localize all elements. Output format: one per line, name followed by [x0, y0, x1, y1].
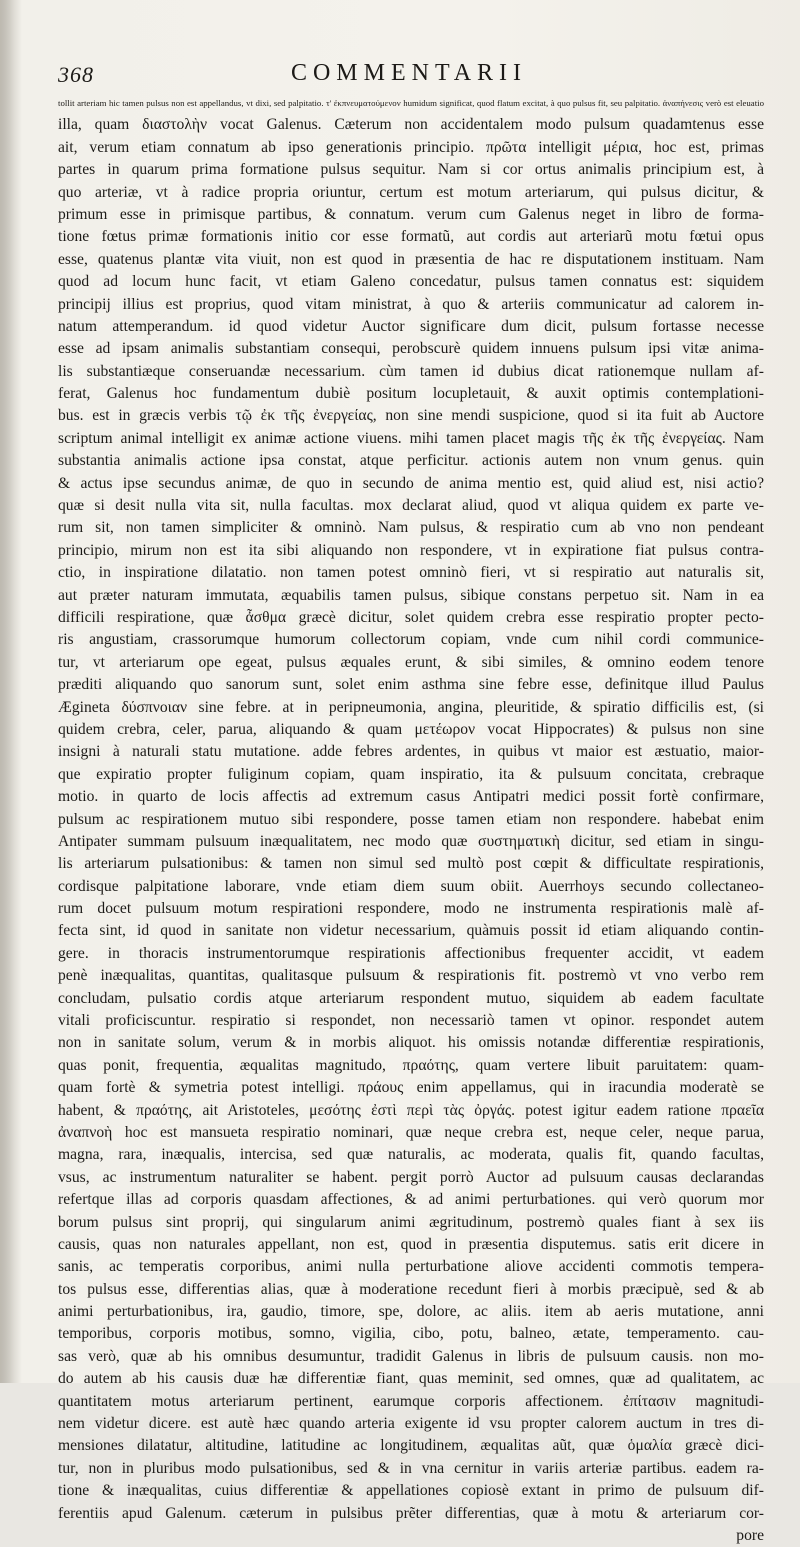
text-line: non in sanitate solum, verum & in morbis aliquot. his omissis notandæ differentiæ respirationis, [58, 1034, 764, 1052]
text-line: quas ponit, frequentia, æqualitas magnitudo, πραότης, quam vertere libuit paruitatem: quam- [58, 1056, 764, 1074]
text-line: que expiratio propter fuliginum copiam, quam inspiratio, ita & pulsuum concitata, crebraque [58, 765, 764, 783]
text-line: sanis, ac temperatis corporibus, animi nulla perturbatione aliove accidenti commotis tempera- [58, 1258, 764, 1276]
text-line: rum docet pulsuum motum respirationi respondere, modo ne instrumenta respirationis malè af- [58, 900, 764, 918]
text-line: tur, non in pluribus modo pulsationibus, sed & in vna cernitur in variis arteriæ partibus. eadem ra- [58, 1459, 764, 1477]
text-line: magna, rara, inæqualis, intercisa, sed quæ naturalis, ac moderata, qualis fit, quando facultas, [58, 1146, 764, 1164]
text-line: borum pulsus sint proprij, qui singularum animi ægritudinum, postremò quales fiant à sex iis [58, 1213, 764, 1231]
text-line: natum attemperandum. id quod videtur Auctor significare dum dicit, pulsum fortasse necesse [58, 317, 764, 335]
text-line: esse, quatenus plantæ vita viuit, non est quod in præsentia de hac re disputationem instituam. Nam [58, 250, 764, 268]
text-line: substantia animalis actione ipsa constat, atque perficitur. actionis autem non vnum genus. quin [58, 452, 764, 470]
text-line: refertque illas ad corporis quasdam affectiones, & ad animi perturbationes. qui verò quorum mor [58, 1191, 764, 1209]
text-line: fecta sint, id quod in sanitate non videtur necessarium, quàmuis possit id etiam aliquando contin- [58, 922, 764, 940]
text-line: tollit arteriam hic tamen pulsus non est appellandus, vt dixi, sed palpitatio. τ' ἐκπνευματούμενον humidum significat, quod flatum excitat, à quo pulsus fit, seu palpitatio. ἀναπήνεσις verò est eleuatio [58, 98, 764, 108]
page-header [58, 60, 760, 94]
text-line: motio. in quarto de locis affectis ad extremum casus Antipatri medici possit fortè confirmare, [58, 788, 764, 806]
text-line: scriptum animal intelligit ex animæ actione viuens. mihi tamen placet magis τῆς ἐκ τῆς ἐνεργείας. Nam [58, 429, 764, 447]
page-number: 368 [58, 62, 94, 87]
text-line: lis substantiæque conseruandæ necessarium. cùm tamen id dubius dicat rationemque nullam af- [58, 362, 764, 380]
text-line: aut præter naturam immutata, æquabilis tamen pulsus, sibique constans perpetuo sit. Nam in ea [58, 586, 764, 604]
text-line: & actus ipse secundus animæ, de quo in secundo de anima mentio est, quid aliud est, nisi actio? [58, 474, 764, 492]
text-line: ἀναπνοὴ hoc est mansueta respiratio nominari, quæ neque crebra est, neque celer, neque parua, [58, 1123, 764, 1141]
text-line: pulsum ac respirationem mutuo sibi respondere, posse tamen etiam non respondere. habebat enim [58, 810, 764, 828]
text-line: vsus, ac instrumentum naturaliter se habent. pergit porrò Auctor ad pulsuum causas declarandas [58, 1168, 764, 1186]
text-line: ctio, in inspiratione dilatatio. non tamen potest omninò fieri, vt si respiratio aut naturalis sit, [58, 564, 764, 582]
text-line: nem videtur dicere. est autè hæc quando arteria exigente id vsu propter calorem auctum in tres di- [58, 1415, 764, 1433]
text-line: habent, & πραότης, ait Aristoteles, μεσότης ἐστὶ περὶ τὰς ὀργάς. potest igitur eadem ratione πραεῖα [58, 1101, 764, 1119]
text-line: ait, verum etiam connatum ab ipso generationis principio. πρῶτα intelligit μέρια, hoc est, primas [58, 138, 764, 156]
text-line: vitali proficiscuntur. respiratio si respondet, non necessariò tamen vt opinor. respondet autem [58, 1012, 764, 1030]
text-line: quæ si desit nulla vita sit, nulla facultas. mox declarat aliud, quod vt aliqua quidem ex parte ve- [58, 497, 764, 515]
text-line: quidem crebra, celer, parua, aliquando & quam μετέωρον vocat Hippocrates) & pulsus non sine [58, 720, 764, 738]
text-line: temporibus, corporis motibus, somno, vigilia, cibo, potu, balneo, ætate, temperamento. cau- [58, 1325, 764, 1343]
text-line: primum esse in primisque partibus, & connatum. verum cum Galenus neget in libro de forma- [58, 205, 764, 223]
text-line: tur, vt arteriarum ope egeat, pulsus æquales erunt, & sibi similes, & omnino eodem tenore [58, 653, 764, 671]
text-line: Ægineta δύσπνοιαν sine febre. at in peripneumonia, angina, pleuritide, & spiratio difficilis est, (si [58, 698, 764, 716]
text-line: concludam, pulsatio cordis atque arteriarum respondent mutuo, siquidem ab eadem facultate [58, 989, 764, 1007]
text-line: cordisque palpitatione laborare, vnde etiam diem suum obiit. Auerrhoys secundo collectaneo- [58, 877, 764, 895]
text-line: principio, mirum non est ita sibi aliquando non respondere, vt in expiratione fiat pulsus contra- [58, 541, 764, 559]
text-line: rum sit, non tamen simpliciter & omninò. Nam pulsus, & respiratio cum ab vno non pendeant [58, 519, 764, 537]
running-title: COMMENTARII [290, 60, 528, 86]
text-line: ris angustiam, crassorumque humorum collectorum copiam, vnde cum nihil cordi communice- [58, 631, 764, 649]
text-line: penè inæqualitas, quantitas, qualitasque pulsuum & respirationis fit. postremò vt vno verbo rem [58, 967, 764, 985]
text-line: Antipater summam pulsuum inæqualitatem, nec modo quæ συστηματικὴ dicitur, sed etiam in singu- [58, 832, 764, 850]
text-line: causis, quas non naturales appellant, non est, quod in præsentia disputemus. satis erit dicere in [58, 1235, 764, 1253]
text-line: gere. in thoracis instrumentorumque respirationis affectionibus frequenter accidit, vt eadem [58, 944, 764, 962]
text-line: sas verò, quæ ab his omnibus desumuntur, tradidit Galenus in libris de pulsuum causis. non mo- [58, 1347, 764, 1365]
text-line: ferentiis apud Galenum. cæterum in pulsibus prẽter differentias, quæ à motu & arteriarum cor- [58, 1504, 764, 1522]
text-line: difficili respiratione, quæ ἆσθμα græcè dicitur, solet quidem crebra esse respiratio propter pecto- [58, 608, 764, 626]
text-line: esse ad ipsam animalis substantiam consequi, perobscurè quidem innuens pulsum ipsi vitæ anima- [58, 340, 764, 358]
text-line: principij illius est proprius, quod vitam ministrat, à quo & arteriis communicatur ad calorem in- [58, 295, 764, 313]
text-line: tos pulsus esse, differentias alias, quæ à moderatione recedunt fieri à morbis præcipuè, sed & ab [58, 1280, 764, 1298]
text-line: mensiones dilatatur, altitudine, latitudine ac longitudinem, æqualitas aũt, quæ ὁμαλία græcè dici- [58, 1437, 764, 1455]
text-line: do autem ab his causis duæ hæ differentiæ fiant, quas meminit, sed omnes, quæ ad qualitatem, ac [58, 1370, 764, 1388]
text-line: animi perturbationibus, ira, gaudio, timore, spe, dolore, ac aliis. item ab aeris mutatione, anni [58, 1303, 764, 1321]
text-line: tione & inæqualitas, cuius differentiæ & appellationes copiosè extant in primo de pulsuum dif- [58, 1482, 764, 1500]
text-line: quantitatem motus arteriarum pertinent, earumque corporis affectionem. ἐπίτασιν magnitudi- [58, 1392, 764, 1410]
text-line: præditi aliquando quo sanorum sunt, solet enim asthma sine febre esse, definitque illud Paulus [58, 676, 764, 694]
text-line: pore [736, 1527, 764, 1544]
text-line: lis arteriarum pulsationibus: & tamen non simul sed multò post cœpit & difficultate respirationis, [58, 855, 764, 873]
page-gutter-shadow [0, 0, 22, 1383]
text-line: illa, quam διαστολὴν vocat Galenus. Cæterum non accidentalem modo pulsum quadamtenus esse [58, 116, 764, 134]
text-line: insigni à naturali statu mutatione. adde febres ardentes, in quibus vt maior est æstuatio, maior- [58, 743, 764, 761]
text-line: quod ad locum hunc facit, vt etiam Galeno concedatur, pulsus tamen connatus est: siquidem [58, 273, 764, 291]
text-line: ferat, Galenus hoc fundamentum dubiè positum locupletauit, & auxit optimis contemplationi- [58, 385, 764, 403]
text-line: quo arteriæ, vt à radice propria oriuntur, certum est motum arteriarum, qui pulsus dicitur, & [58, 183, 764, 201]
text-line: bus. est in græcis verbis τῷ ἐκ τῆς ἐνεργείας, non sine mendi suspicione, quod si ita fuit ab Auctore [58, 407, 764, 425]
text-line: tione fœtus primæ formationis initio cor esse formatũ, aut cordis aut arteriarũ motu fœtui opus [58, 228, 764, 246]
text-line: quam fortè & symetria potest intelligi. πράους enim appellamus, qui in iracundia moderatè se [58, 1079, 764, 1097]
commentary-text-block [58, 92, 764, 1547]
text-line: partes in quarum prima formatione pulsus sequitur. Nam si cor ortus animalis principium est, à [58, 161, 764, 179]
